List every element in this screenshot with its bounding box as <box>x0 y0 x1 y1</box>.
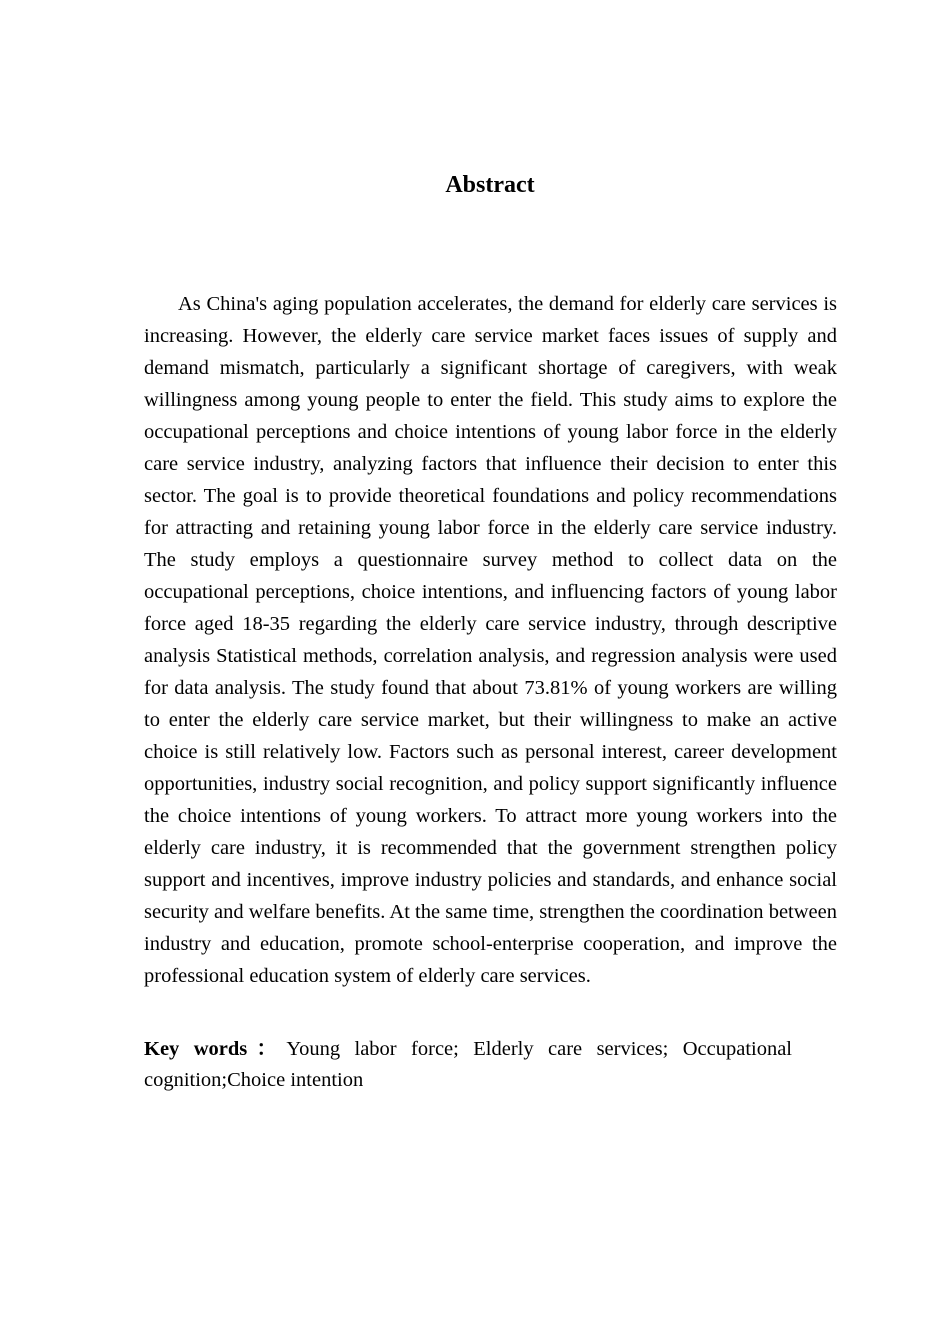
keywords-line <box>144 1034 792 1096</box>
keywords-label: Key words： <box>144 1038 287 1060</box>
page-title: Abstract <box>445 172 535 198</box>
abstract-paragraph: As China's aging population accelerates, the demand for elderly care services is increasing. However, the elderly care service market faces issues of supply and demand mismatch, particularly a significant shortage of caregivers, with weak willingness among young people to enter the field. This study aims to explore the occupational perceptions and choice intentions of young labor force in the elderly care service industry, analyzing factors that influence their decision to enter this sector. The goal is to provide theoretical foundations and policy recommendations for attracting and retaining young labor force in the elderly care service industry. The study employs a questionnaire survey method to collect data on the occupational perceptions, choice intentions, and influencing factors of young labor force aged 18-35 regarding the elderly care service industry, through descriptive analysis Statistical methods, correlation analysis, and regression analysis were used for data analysis. The study found that about 73.81% of young workers are willing to enter the elderly care service market, but their willingness to make an active choice is still relatively low. Factors such as personal interest, career development opportunities, industry social recognition, and policy support significantly influence the choice intentions of young workers. To attract more young workers into the elderly care industry, it is recommended that the government strengthen policy support and incentives, improve industry policies and standards, and enhance social security and welfare benefits. At the same time, strengthen the coordination between industry and education, promote school-enterprise cooperation, and improve the professional education system of elderly care services. <box>144 293 837 987</box>
keywords-text: Young labor force; Elderly care services; Occupational cognition;Choice intention <box>144 1038 793 1091</box>
